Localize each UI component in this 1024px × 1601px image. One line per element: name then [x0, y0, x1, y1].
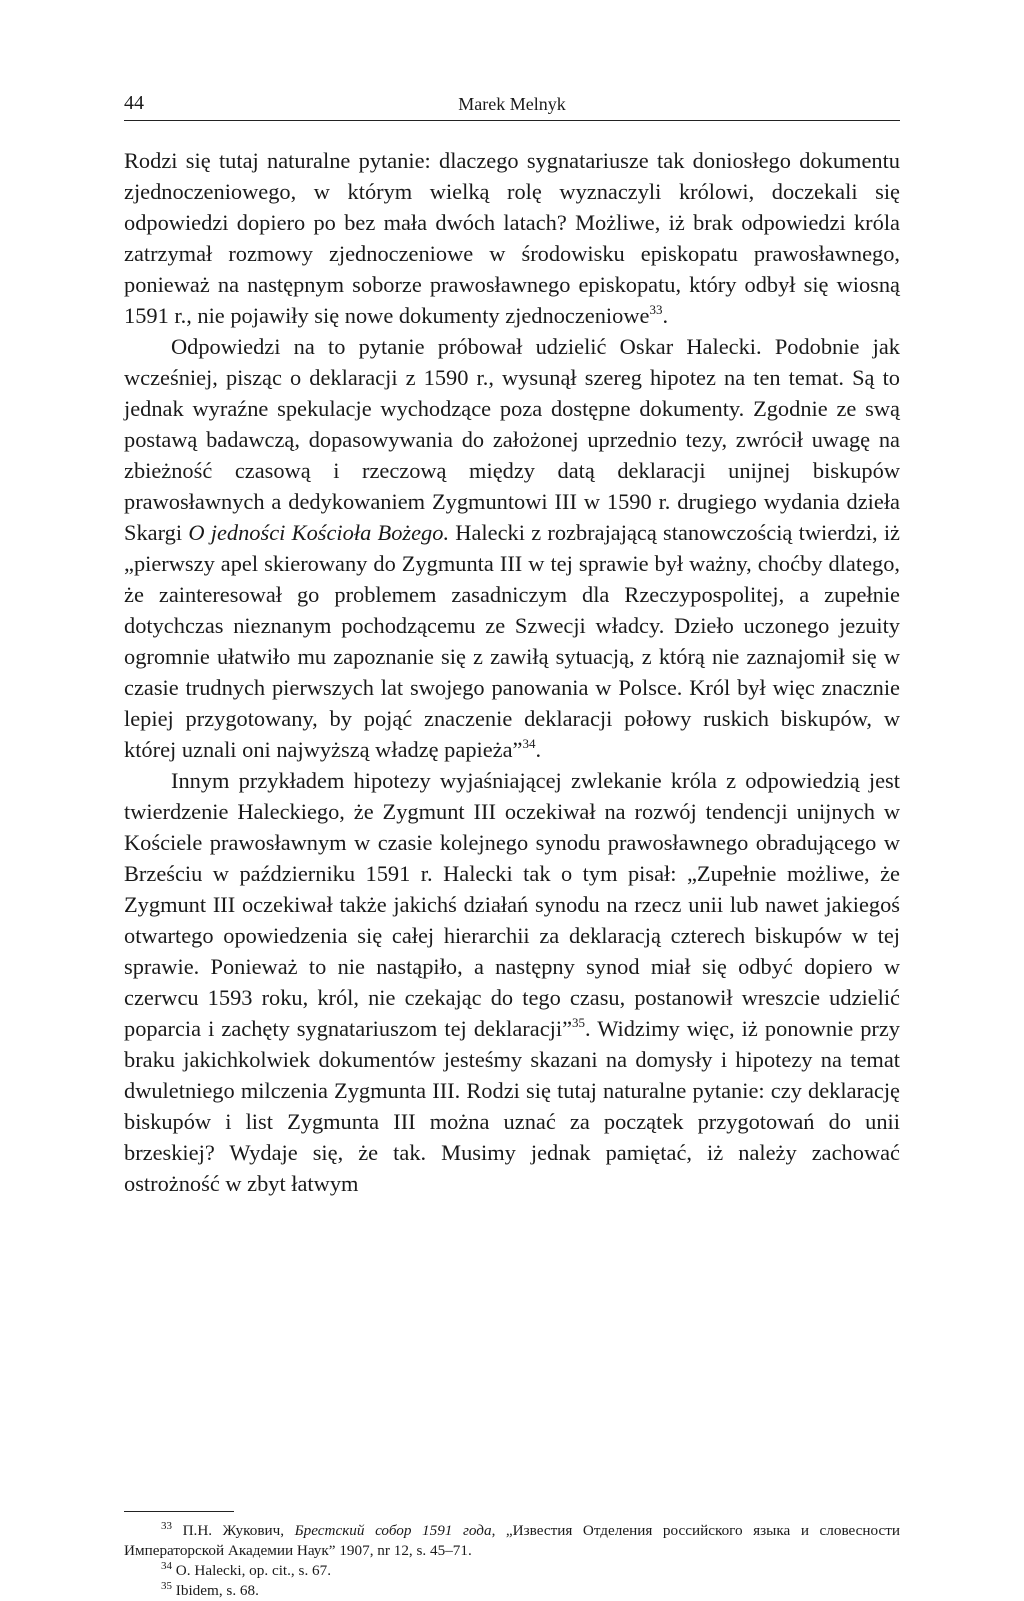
paragraph-1-end: . [662, 303, 669, 328]
footnote-35-text: Ibidem, s. 68. [175, 1582, 259, 1599]
paragraph-2-book-title: O jedności Kościoła Bożego. [188, 520, 450, 545]
footnote-ref-34: 34 [522, 736, 536, 751]
running-head [124, 92, 900, 121]
footnote-34 [124, 1561, 900, 1581]
footnote-34-text: O. Halecki, op. cit., s. 67. [175, 1562, 332, 1579]
paragraph-2 [124, 331, 900, 765]
page-number: 44 [124, 92, 144, 114]
paragraph-2-end: . [535, 737, 542, 762]
footnote-ref-33: 33 [649, 302, 663, 317]
footnote-separator [124, 1511, 234, 1512]
footnote-33 [124, 1521, 900, 1561]
footnote-ref-35: 35 [572, 1015, 586, 1030]
footnote-33-author: П.Н. Жукович, [182, 1522, 295, 1539]
paragraph-3-text-a: Innym przykładem hipotezy wyjaśniającej zwlekanie króla z odpowiedzią jest twierdzenie Haleckiego, że Zygmunt III oczekiwał na rozwój tendencji unijnych w Kościele prawosławnym w czasie kolejnego synodu prawosławnego obradującego w Brześciu w październiku 1591 r. Halecki tak o tym pisał: „Zupełnie możliwe, że Zygmunt III oczekiwał także jakichś działań synodu na rzecz unii lub nawet jakiegoś otwartego opowiedzenia się całej hierarchii za deklaracją czterech biskupów w tej sprawie. Ponieważ to nie nastąpiło, a następny synod miał się odbyć dopiero w czerwcu 1593 roku, król, nie czekając do tego czasu, postanowił wreszcie udzielić poparcia i zachęty sygnatariuszom tej deklaracji” [124, 768, 900, 1041]
footnote-number-34: 34 [161, 1560, 172, 1572]
footnotes [124, 1521, 900, 1601]
paragraph-3 [124, 765, 900, 1199]
paragraph-2-text-b: Halecki z rozbrajającą stanowczością twierdzi, iż „pierwszy apel skierowany do Zygmunta III w tej sprawie był ważny, choćby dlatego, że zainteresował go problemem zasadniczym dla Rzeczypospolitej, a zupełnie dotychczas nieznanym pochodzącemu ze Szwecji władcy. Dzieło uczonego jezuity ogromnie ułatwiło mu zapoznanie się z zawiłą sytuacją, z którą nie zaznajomił się w czasie trudnych pierwszych lat swojego panowania w Polsce. Król był więc znacznie lepiej przygotowany, by pojąć znaczenie deklaracji połowy ruskich biskupów, w której uznali oni najwyższą władzę papieża” [124, 520, 900, 762]
footnote-number-35: 35 [161, 1580, 172, 1592]
footnote-35 [124, 1581, 900, 1601]
paragraph-1 [124, 145, 900, 331]
paragraph-3-text-b: . Widzimy więc, iż ponownie przy braku jakichkolwiek dokumentów jesteśmy skazani na domysły i hipotezy na temat dwuletniego milczenia Zygmunta III. Rodzi się tutaj naturalne pytanie: czy deklarację biskupów i list Zygmunta III można uznać za początek przygotowań do unii brzeskiej? Wydaje się, że tak. Musimy jednak pamiętać, iż należy zachować ostrożność w zbyt łatwym [124, 1016, 901, 1196]
footnote-number-33: 33 [161, 1520, 172, 1532]
running-head-author: Marek Melnyk [458, 94, 566, 114]
footnote-33-rest: , „Известия Отделения российского языка и словесности Императорской Академии Наук” 1907, nr 12, s. 45–71. [124, 1522, 900, 1559]
body-text [124, 145, 900, 1199]
paragraph-1-text: Rodzi się tutaj naturalne pytanie: dlaczego sygnatariusze tak doniosłego dokumentu zjednoczeniowego, w którym wielką rolę wyznaczyli królowi, doczekali się odpowiedzi dopiero po bez mała dwóch latach? Możliwe, iż brak odpowiedzi króla zatrzymał rozmowy zjednoczeniowe w środowisku episkopatu prawosławnego, ponieważ na następnym soborze prawosławnego episkopatu, który odbył się wiosną 1591 r., nie pojawiły się nowe dokumenty zjednoczeniowe [124, 148, 900, 328]
footnote-33-title: Брестский собор 1591 года [294, 1522, 492, 1539]
paragraph-2-text-a: Odpowiedzi na to pytanie próbował udzielić Oskar Halecki. Podobnie jak wcześniej, pisząc o deklaracji z 1590 r., wysunął szereg hipotez na ten temat. Są to jednak wyraźne spekulacje wychodzące poza dostępne dokumenty. Zgodnie ze swą postawą badawczą, dopasowywania do założonej uprzednio tezy, zwrócił uwagę na zbieżność czasową i rzeczową między datą deklaracji unijnej biskupów prawosławnych a dedykowaniem Zygmuntowi III w 1590 r. drugiego wydania dzieła Skargi [124, 334, 900, 545]
